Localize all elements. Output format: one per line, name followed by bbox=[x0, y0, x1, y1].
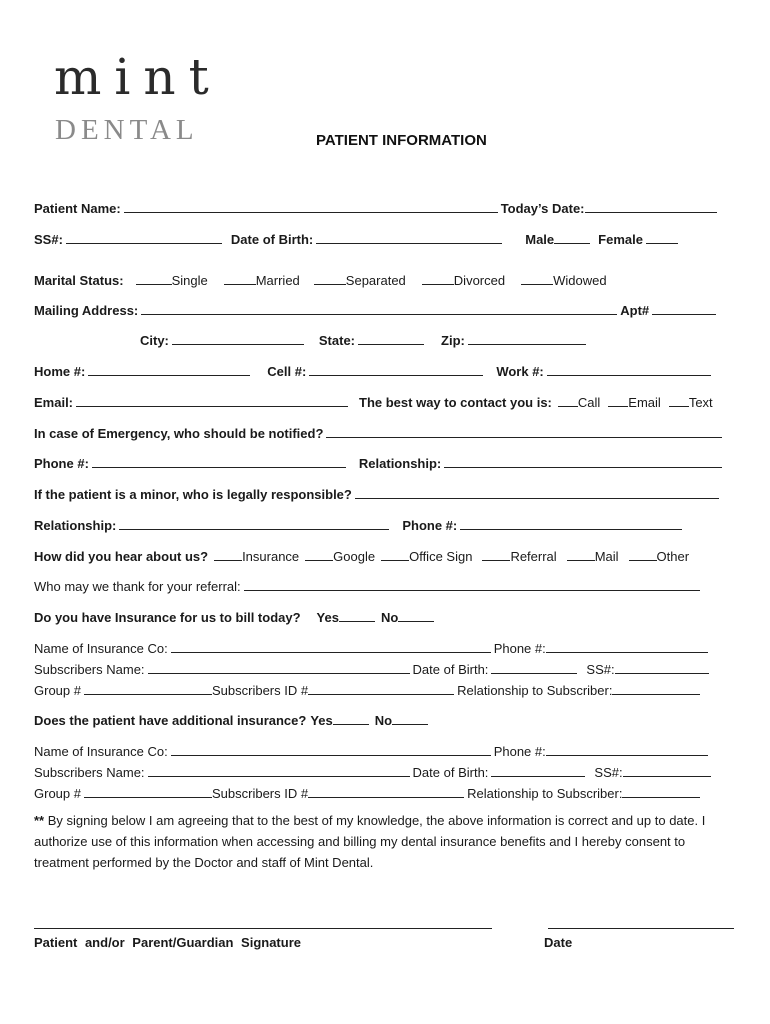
mailing-address-label: Mailing Address: bbox=[34, 303, 139, 318]
widowed-blank[interactable] bbox=[521, 284, 553, 285]
office-sign-blank[interactable] bbox=[381, 560, 409, 561]
subscriber-id-field[interactable] bbox=[308, 694, 454, 695]
subscriber-dob-2-field[interactable] bbox=[491, 776, 585, 777]
male-blank[interactable] bbox=[554, 243, 590, 244]
hear-mail-option: Mail bbox=[594, 549, 619, 564]
additional-insurance-label: Does the patient have additional insurance? bbox=[34, 713, 307, 728]
row-group bbox=[34, 676, 730, 698]
responsible-phone-field[interactable] bbox=[460, 529, 682, 530]
hear-other-option: Other bbox=[656, 549, 690, 564]
additional-yes-blank[interactable] bbox=[333, 724, 369, 725]
row-minor bbox=[34, 480, 730, 502]
insurance-co-label: Name of Insurance Co: bbox=[34, 641, 168, 656]
marital-status-label: Marital Status: bbox=[34, 273, 124, 288]
emergency-relationship-label: Relationship: bbox=[358, 456, 442, 471]
row-insurance-question bbox=[34, 603, 730, 625]
group-2-field[interactable] bbox=[84, 797, 212, 798]
emergency-field[interactable] bbox=[326, 437, 722, 438]
hear-insurance-option: Insurance bbox=[242, 549, 300, 564]
emergency-label: In case of Emergency, who should be notified? bbox=[34, 426, 324, 441]
date-label: Date bbox=[544, 935, 573, 950]
row-patient-name bbox=[34, 194, 730, 216]
relationship-subscriber-2-field[interactable] bbox=[622, 797, 700, 798]
relationship-subscriber-2-label: Relationship to Subscriber: bbox=[467, 786, 623, 801]
insurance-yes-label: Yes bbox=[316, 610, 339, 625]
ssn-label: SS#: bbox=[34, 232, 63, 247]
consent-text: By signing below I am agreeing that to the best of my knowledge, the above information is correct and up to date. I authorize use of this information when accessing and billing my dental insurance benefits and I hereby consent to treatment performed by the Doctor and staff of Mint Dental. bbox=[34, 813, 706, 870]
best-contact-label: The best way to contact you is: bbox=[359, 395, 552, 410]
consent-stars: ** bbox=[34, 813, 45, 828]
referral-blank[interactable] bbox=[482, 560, 510, 561]
work-phone-label: Work #: bbox=[496, 364, 544, 379]
group-field[interactable] bbox=[84, 694, 212, 695]
single-option: Single bbox=[171, 273, 208, 288]
minor-label: If the patient is a minor, who is legally responsible? bbox=[34, 487, 352, 502]
group-label: Group # bbox=[34, 683, 81, 698]
row-mailing-address bbox=[34, 296, 730, 318]
additional-no-label: No bbox=[374, 713, 393, 728]
emergency-relationship-field[interactable] bbox=[444, 467, 722, 468]
separated-option: Separated bbox=[345, 273, 406, 288]
row-subscriber-name bbox=[34, 655, 730, 677]
subscriber-id-2-field[interactable] bbox=[308, 797, 464, 798]
insurance-co-2-label: Name of Insurance Co: bbox=[34, 744, 168, 759]
call-option: Call bbox=[577, 395, 601, 410]
row-email-contact bbox=[34, 388, 730, 410]
subscriber-dob-field[interactable] bbox=[491, 673, 577, 674]
row-emergency bbox=[34, 419, 730, 441]
emergency-phone-field[interactable] bbox=[92, 467, 346, 468]
subscriber-id-2-label: Subscribers ID # bbox=[211, 786, 309, 801]
work-phone-field[interactable] bbox=[547, 375, 711, 376]
apt-field[interactable] bbox=[652, 314, 716, 315]
cell-phone-field[interactable] bbox=[309, 375, 483, 376]
consent-paragraph bbox=[34, 810, 734, 873]
insurance-no-blank[interactable] bbox=[398, 621, 434, 622]
hear-about-label: How did you hear about us? bbox=[34, 549, 209, 564]
subscriber-ssn-2-field[interactable] bbox=[623, 776, 711, 777]
single-blank[interactable] bbox=[136, 284, 172, 285]
home-phone-label: Home #: bbox=[34, 364, 86, 379]
subscriber-name-2-label: Subscribers Name: bbox=[34, 765, 145, 780]
row-emergency-phone bbox=[34, 449, 730, 471]
dob-label: Date of Birth: bbox=[230, 232, 314, 247]
ssn-field[interactable] bbox=[66, 243, 222, 244]
apt-label: Apt# bbox=[620, 303, 650, 318]
logo-dental: DENTAL bbox=[55, 114, 199, 146]
row-referral bbox=[34, 572, 730, 594]
mailing-address-field[interactable] bbox=[141, 314, 617, 315]
email-option: Email bbox=[628, 395, 661, 410]
date-line[interactable] bbox=[548, 928, 734, 929]
insurance-phone-2-label: Phone #: bbox=[493, 744, 546, 759]
patient-name-label: Patient Name: bbox=[34, 201, 121, 216]
email-label: Email: bbox=[34, 395, 74, 410]
zip-label: Zip: bbox=[441, 333, 465, 348]
google-blank[interactable] bbox=[305, 560, 333, 561]
subscriber-dob-2-label: Date of Birth: bbox=[412, 765, 489, 780]
group-2-label: Group # bbox=[34, 786, 81, 801]
text-option: Text bbox=[688, 395, 713, 410]
relationship-subscriber-label: Relationship to Subscriber: bbox=[457, 683, 613, 698]
referral-label: Who may we thank for your referral: bbox=[34, 579, 241, 594]
male-label: Male bbox=[525, 232, 555, 247]
zip-field[interactable] bbox=[468, 344, 586, 345]
female-label: Female bbox=[598, 232, 643, 247]
separated-blank[interactable] bbox=[314, 284, 346, 285]
subscriber-ssn-field[interactable] bbox=[615, 673, 709, 674]
call-blank[interactable] bbox=[558, 406, 578, 407]
insurance-phone-2-field[interactable] bbox=[546, 755, 708, 756]
home-phone-field[interactable] bbox=[88, 375, 250, 376]
relationship-subscriber-field[interactable] bbox=[612, 694, 700, 695]
other-blank[interactable] bbox=[629, 560, 657, 561]
cell-phone-label: Cell #: bbox=[267, 364, 307, 379]
insurance-blank[interactable] bbox=[214, 560, 242, 561]
referral-field[interactable] bbox=[244, 590, 700, 591]
signature-label: Patient and/or Parent/Guardian Signature bbox=[34, 935, 301, 950]
signature-line[interactable] bbox=[34, 928, 492, 929]
mail-blank[interactable] bbox=[567, 560, 595, 561]
row-city-state-zip bbox=[34, 326, 730, 348]
hear-google-option: Google bbox=[333, 549, 376, 564]
insurance-co-field[interactable] bbox=[171, 652, 491, 653]
responsible-relationship-label: Relationship: bbox=[34, 518, 117, 533]
row-group-2 bbox=[34, 779, 730, 801]
text-blank[interactable] bbox=[669, 406, 689, 407]
subscriber-ssn-label: SS#: bbox=[586, 662, 615, 677]
dob-field[interactable] bbox=[316, 243, 502, 244]
emergency-phone-label: Phone #: bbox=[34, 456, 89, 471]
subscriber-name-field[interactable] bbox=[148, 673, 410, 674]
row-marital-status bbox=[34, 266, 730, 288]
row-responsible-relationship bbox=[34, 511, 730, 533]
subscriber-id-label: Subscribers ID # bbox=[211, 683, 309, 698]
state-field[interactable] bbox=[358, 344, 424, 345]
subscriber-name-label: Subscribers Name: bbox=[34, 662, 145, 677]
logo-mint: mint bbox=[54, 48, 222, 106]
minor-field[interactable] bbox=[355, 498, 719, 499]
subscriber-dob-label: Date of Birth: bbox=[412, 662, 489, 677]
row-ssn-dob bbox=[34, 225, 730, 247]
additional-no-blank[interactable] bbox=[392, 724, 428, 725]
row-subscriber-name-2 bbox=[34, 758, 730, 780]
divorced-blank[interactable] bbox=[422, 284, 454, 285]
todays-date-label: Today’s Date: bbox=[500, 201, 585, 216]
state-label: State: bbox=[318, 333, 356, 348]
insurance-no-label: No bbox=[380, 610, 399, 625]
responsible-relationship-field[interactable] bbox=[119, 529, 389, 530]
email-option-blank[interactable] bbox=[608, 406, 628, 407]
widowed-option: Widowed bbox=[553, 273, 607, 288]
hear-referral-option: Referral bbox=[510, 549, 557, 564]
hear-office-sign-option: Office Sign bbox=[409, 549, 473, 564]
subscriber-ssn-2-label: SS#: bbox=[594, 765, 623, 780]
city-label: City: bbox=[140, 333, 169, 348]
city-field[interactable] bbox=[172, 344, 304, 345]
additional-yes-label: Yes bbox=[310, 713, 333, 728]
row-phones bbox=[34, 357, 730, 379]
email-field[interactable] bbox=[76, 406, 348, 407]
responsible-phone-label: Phone #: bbox=[402, 518, 458, 533]
insurance-co-2-field[interactable] bbox=[171, 755, 491, 756]
married-option: Married bbox=[255, 273, 300, 288]
insurance-phone-label: Phone #: bbox=[493, 641, 546, 656]
row-insurance-co-2 bbox=[34, 737, 730, 759]
page-title: PATIENT INFORMATION bbox=[316, 132, 487, 149]
row-additional-insurance bbox=[34, 706, 730, 728]
female-blank[interactable] bbox=[646, 243, 678, 244]
row-insurance-co bbox=[34, 634, 730, 656]
married-blank[interactable] bbox=[224, 284, 256, 285]
row-hear-about bbox=[34, 542, 730, 564]
divorced-option: Divorced bbox=[453, 273, 506, 288]
insurance-phone-field[interactable] bbox=[546, 652, 708, 653]
todays-date-field[interactable] bbox=[585, 212, 717, 213]
insurance-yes-blank[interactable] bbox=[339, 621, 375, 622]
patient-name-field[interactable] bbox=[124, 212, 498, 213]
insurance-question-label: Do you have Insurance for us to bill today? bbox=[34, 610, 301, 625]
subscriber-name-2-field[interactable] bbox=[148, 776, 410, 777]
